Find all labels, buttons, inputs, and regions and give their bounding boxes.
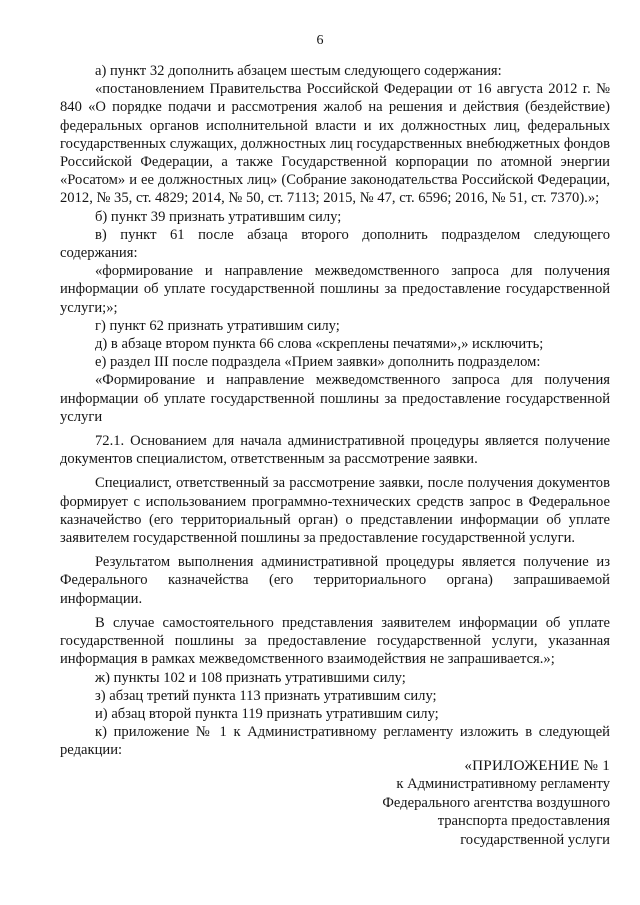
paragraph-specialist: Специалист, ответственный за рассмотрение заявки, после получения документов формирует с использованием программно-технических средств запрос в Федеральное казначейство (его территориальный орган) о представлении информации об уплате заявителем государственной пошлины за предоставление государственной услуги. — [60, 475, 610, 547]
paragraph-zh: ж) пункты 102 и 108 признать утратившими силу; — [95, 669, 406, 686]
paragraph-d: д) в абзаце втором пункта 66 слова «скреплены печатями»,» исключить; — [95, 336, 544, 353]
paragraph-i: и) абзац второй пункта 119 признать утратившим силу; — [95, 705, 439, 722]
paragraph-self-submission: В случае самостоятельного представления заявителем информации об уплате государственной пошлины за предоставление государственной услуги, указанная информация в рамках межведомственного взаимодействия не запрашивается.»; — [60, 614, 610, 668]
paragraph-result: Результатом выполнения административной процедуры является получение из Федерального казначейства (его территориального органа) запрашиваемой информации. — [60, 554, 610, 607]
page-number: 6 — [316, 33, 324, 48]
paragraph-k: к) приложение № 1 к Административному регламенту изложить в следующей редакции: — [60, 724, 610, 759]
document-body — [60, 62, 610, 760]
paragraph-a: а) пункт 32 дополнить абзацем шестым следующего содержания: — [95, 63, 502, 79]
appendix-line-4: государственной услуги — [460, 831, 610, 848]
appendix-heading — [310, 757, 610, 849]
paragraph-g: г) пункт 62 признать утратившим силу; — [95, 317, 340, 334]
paragraph-b: б) пункт 39 признать утратившим силу; — [95, 208, 342, 225]
paragraph-v: в) пункт 61 после абзаца второго дополнить подразделом следующего содержания: — [60, 226, 610, 262]
appendix-title: «ПРИЛОЖЕНИЕ № 1 — [464, 757, 610, 774]
appendix-line-3: транспорта предоставления — [437, 813, 610, 830]
paragraph-z: з) абзац третий пункта 113 признать утратившим силу; — [95, 687, 437, 704]
appendix-line-2: Федерального агентства воздушного — [382, 794, 610, 811]
paragraph-subsection-title: «Формирование и направление межведомственного запроса для получения информации об уплате государственной пошлины за предоставление государственной услуги — [60, 372, 610, 425]
paragraph-72-1: 72.1. Основанием для начала административной процедуры является получение документов специалистом, ответственным за рассмотрение заявки. — [60, 433, 610, 468]
paragraph-quote-request: «формирование и направление межведомственного запроса для получения информации об уплате государственной пошлины за предоставление государственной услуги;»; — [60, 263, 610, 316]
paragraph-e: е) раздел III после подраздела «Прием заявки» дополнить подразделом: — [95, 354, 541, 371]
appendix-line-1: к Административному регламенту — [396, 776, 610, 793]
paragraph-quote-resolution: «постановлением Правительства Российской Федерации от 16 августа 2012 г. № 840 «О порядке подачи и рассмотрения жалоб на решения и действия (бездействие) федеральных органов исполнительной власти и их должностных лиц, федеральных государственных служащих, должностных лиц государственных внебюджетных фондов Российской Федерации, а также Государственной корпорации по атомной энергии «Росатом» и ее должностных лиц» (Собрание законодательства Российской Федерации, 2012, № 35, ст. 4829; 2014, № 50, ст. 7113; 2015, № 47, ст. 6596; 2016, № 51, ст. 7370).»; — [60, 81, 610, 207]
